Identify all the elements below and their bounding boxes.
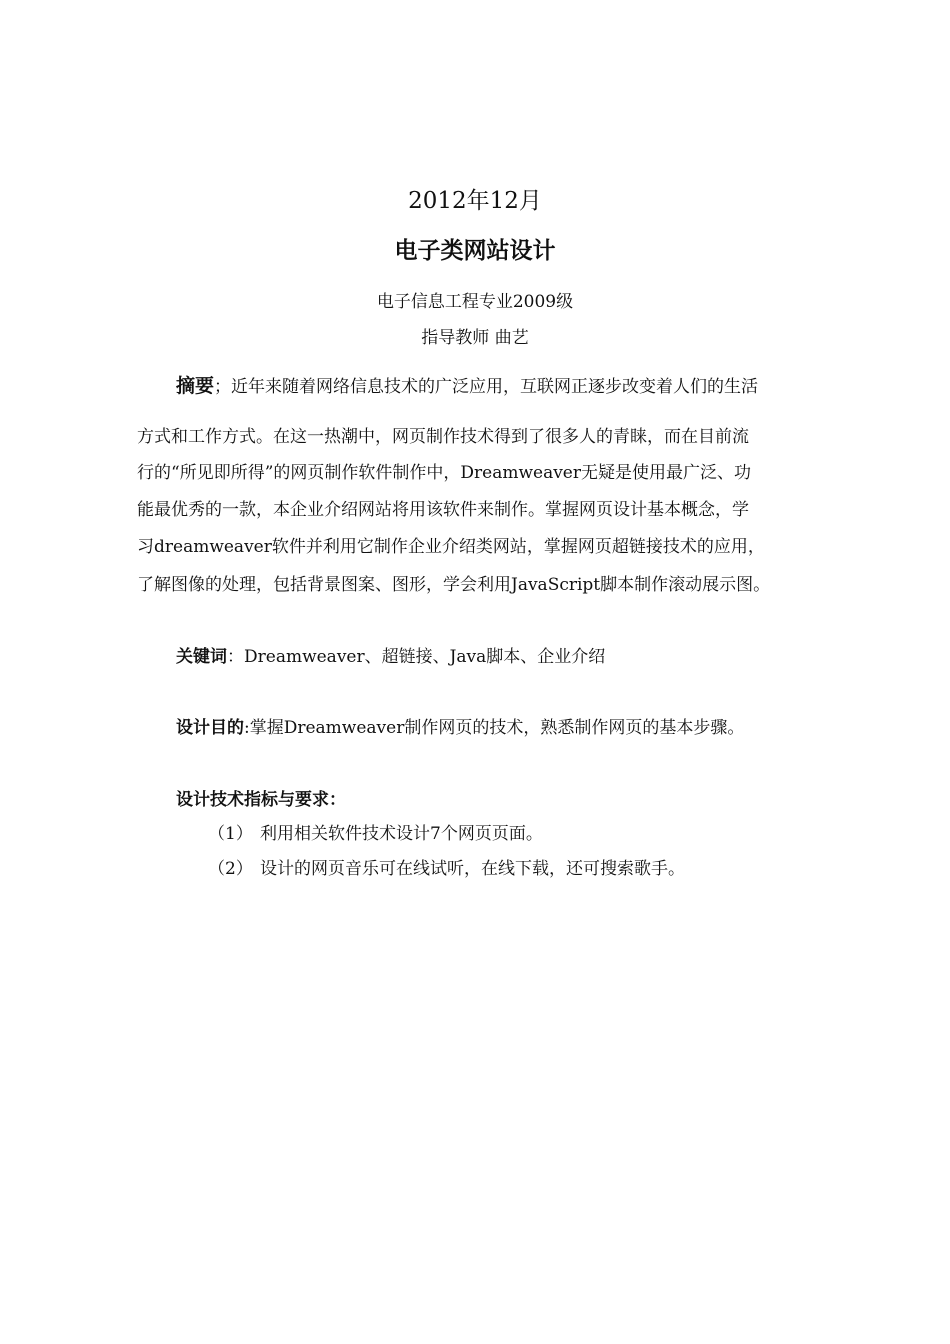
abstract-text-1: 近年来随着网络信息技术的广泛应用，互联网正逐步改变着人们的生活 (231, 377, 759, 397)
keywords-label: 关键词 (176, 647, 227, 667)
document-date: 2012年12月 (408, 188, 542, 214)
abstract-line-4: 能最优秀的一款，本企业介绍网站将用该软件来制作。掌握网页设计基本概念，学 (137, 500, 749, 520)
requirement-number: （1） (208, 824, 253, 844)
requirement-text: 设计的网页音乐可在线试听，在线下载，还可搜索歌手。 (260, 859, 685, 879)
author-major: 电子信息工程专业2009级 (376, 292, 574, 312)
abstract-line-1 (176, 374, 758, 399)
keywords-separator: ： (227, 647, 244, 667)
advisor-name: 指导教师 曲艺 (421, 328, 529, 348)
requirements-heading: 设计技术指标与要求： (176, 790, 346, 810)
abstract-line-2: 方式和工作方式。在这一热潮中，网页制作技术得到了很多人的青睐，而在目前流 (137, 427, 749, 447)
abstract-line-5: 习dreamweaver软件并利用它制作企业介绍类网站，掌握网页超链接技术的应用， (137, 537, 765, 557)
keywords-text: Dreamweaver、超链接、Java脚本、企业介绍 (244, 647, 606, 667)
requirement-text: 利用相关软件技术设计7个网页页面。 (260, 824, 543, 844)
abstract-separator: ； (214, 377, 232, 397)
requirement-item (208, 857, 685, 881)
abstract-line-6: 了解图像的处理，包括背景图案、图形，学会利用JavaScript脚本制作滚动展示图。 (137, 575, 771, 595)
document-title: 电子类网站设计 (394, 238, 556, 264)
abstract-label: 摘要 (176, 375, 215, 397)
purpose-separator: : (244, 718, 250, 738)
purpose-text: 掌握Dreamweaver制作网页的技术，熟悉制作网页的基本步骤。 (249, 718, 745, 738)
purpose-line (176, 716, 744, 740)
abstract-line-3: 行的“所见即所得”的网页制作软件制作中，Dreamweaver无疑是使用最广泛、功 (137, 463, 751, 483)
keywords-line (176, 645, 605, 669)
purpose-label: 设计目的 (176, 718, 244, 738)
requirement-number: （2） (208, 859, 253, 879)
requirement-item (208, 822, 543, 846)
